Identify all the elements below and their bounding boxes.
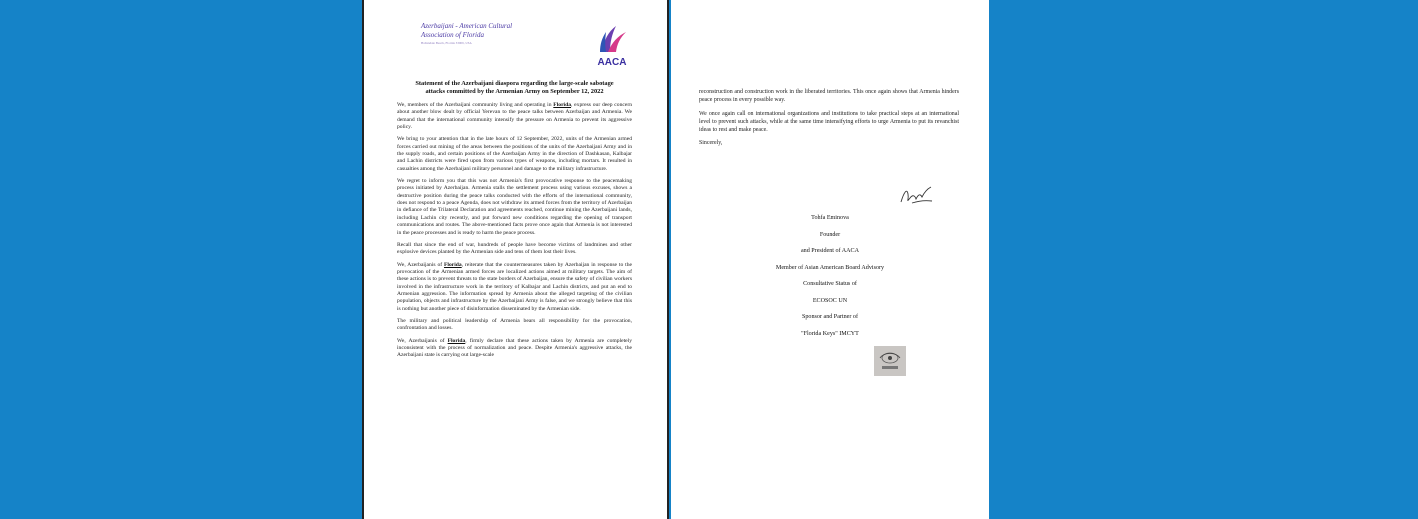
florida-link: Florida [443,261,462,268]
signer-membership: Member of Asian American Board Advisory [775,265,885,271]
signer-imcyt: "Florida Keys" IMCYT [801,331,859,337]
letter-page-2 [671,0,989,519]
org-address: Hallandale Beach, Florida 33009, USA [421,41,472,45]
signer-sponsor: Sponsor and Partner of [801,314,859,320]
paragraph-continued: reconstruction and construction work in the liberated territories. This once again shows that Armenia hinders peace process in every possible way. [699,89,959,103]
signer-ecosoc: ECOSOC UN [812,298,848,304]
paragraph-7: We, Azerbaijanis of Florida, firmly declare that these actions taken by Armenia are completely inconsistent with the process of normalization and peace. Despite Armenia's aggressive attacks, the Azerbaijani state is carrying out large-scale [397,337,632,359]
seal-emblem-icon [874,346,906,376]
closing: Sincerely, [699,140,723,146]
statement-title: Statement of the Azerbaijani diaspora regarding the large-scale sabotage attacks committed by the Armenian Army on September 12, 2022 [415,80,614,95]
paragraph-2: We bring to your attention that in the late hours of 12 September, 2022, units of the Armenian armed forces carried out mining of the areas between the positions of the units of the Azerbaijani Army and in the supply roads, and certain positions of the Azerbaijan Army in the direction of Dashkasan, Kalbajar and Lachin districts were fired upon from various types of weapons, including mortars. It resulted in casualties among the Azerbaijani military personnel and damage to the military infrastructure. [397,136,632,172]
paragraph-5: We, Azerbaijanis of Florida, reiterate that the countermeasures taken by Azerbaijan in response to the provocation of the Armenian armed forces are localized actions aimed at military targets. The aim of these actions is to prevent threats to the state borders of Azerbaijan, ensure the safety of civilian workers involved in the infrastructure work in the territory of Kalbajar and Lachin districts, and put an end to Armenian aggression. The information spread by Armenia about the alleged targeting of the civilian population, objects and infrastructure by the Azerbaijani Army is false, and we strongly believe that this is nothing but another piece of disinformation disseminated by the Armenian side. [397,261,632,312]
paragraph-6: The military and political leadership of Armenia bears all responsibility for the provocation, confrontation and losses. [397,317,632,332]
signer-status: Consultative Status of [803,281,857,287]
seal-stamp [874,346,906,376]
florida-link: Florida [447,337,466,344]
letterhead [397,22,632,80]
aaca-logo [592,22,632,68]
paragraph-4: Recall that since the end of war, hundreds of people have become victims of landmines and other explosive devices planted by the Armenian side and tens of them lost their lives. [397,241,632,256]
signer-name: Tohfa Eminova [811,215,849,221]
logo-text: AACA [597,57,627,68]
logo-swoosh-icon [592,22,632,56]
paragraph-call: We once again call on international organizations and institutions to take practical steps at an international level to prevent such attacks, while at the same time intensifying efforts to urge Armenia to put its revanchist ideas to rest and make peace. [699,111,959,133]
signature-icon [898,184,938,206]
signer-title-founder: Founder [819,232,841,238]
florida-link: Florida [553,102,572,108]
letter-page-1 [362,0,669,519]
paragraph-1: We, members of the Azerbaijani community living and operating in Florida, express our deep concern about another blow dealt by official Yerevan to the peace talks between Azerbaijan and Armenia. We demand that the international community intensify the pressure on Armenia to prevent its aggressive policy. [397,102,632,131]
paragraph-3: We regret to inform you that this was not Armenia's first provocative response to the peacemaking process initiated by Azerbaijan. Armenia stalls the settlement process using various excuses, shows a destructive position during the peace talks conducted with the efforts of the international community, does not respond to a peace Agenda, does not withdraw its armed forces from the territory of Azerbaijan in defiance of the Trilateral Declaration and agreements reached, continue mining the Azerbaijani lands, including Lachin city recently, and put forward new conditions regarding the opening of transport communications and routes. The above-mentioned facts prove once again that Armenia is not interested in the peace processes and is ready to harm the peace process. [397,178,632,236]
signer-title-president: and President of AACA [800,248,860,254]
org-name: Azerbaijani - American Cultural Association of Florida [421,22,513,39]
